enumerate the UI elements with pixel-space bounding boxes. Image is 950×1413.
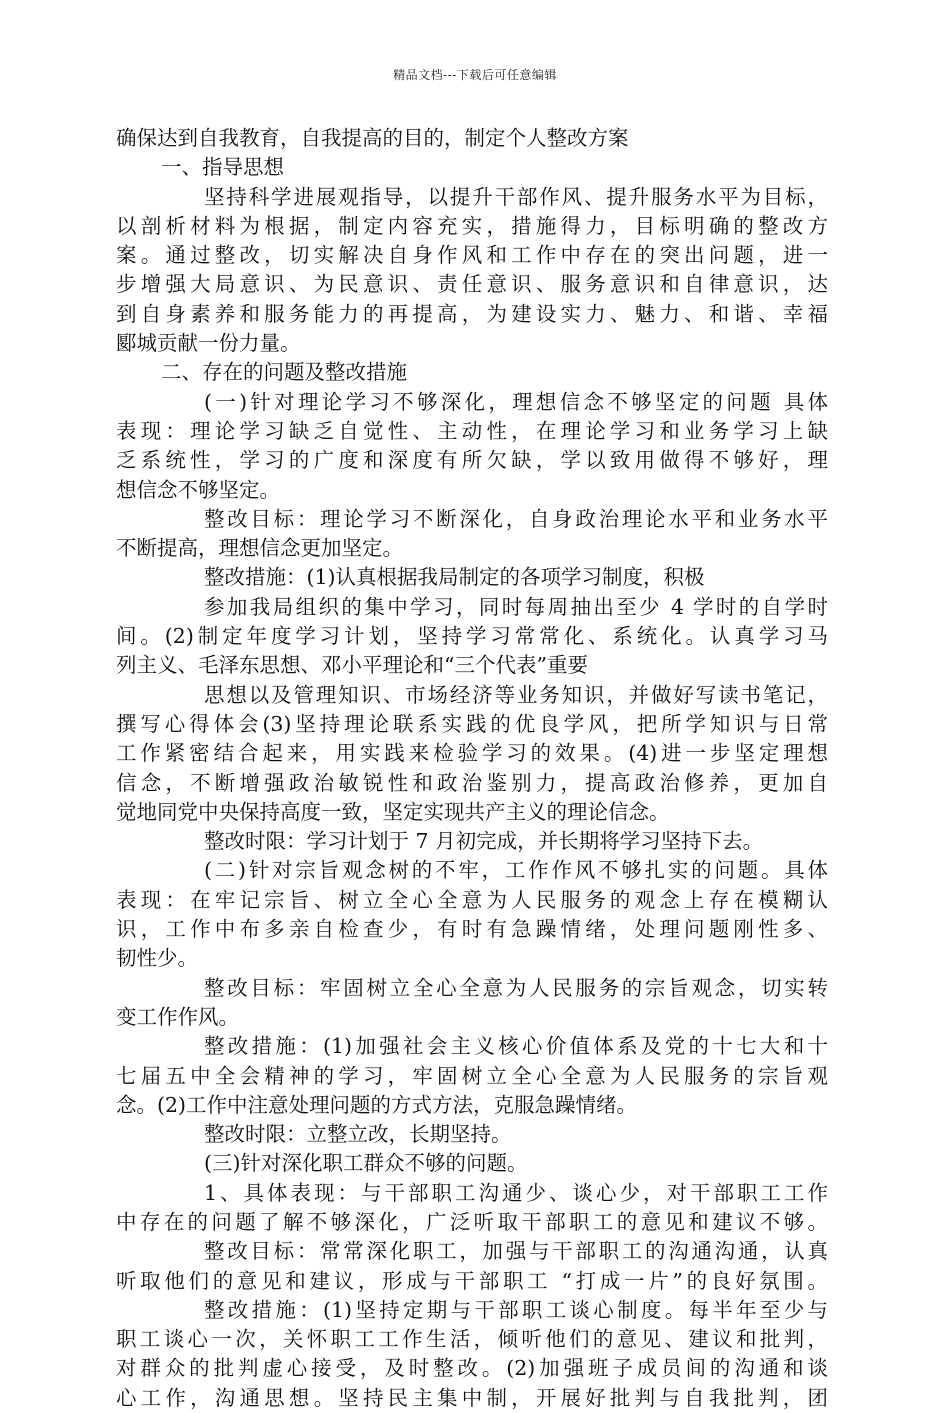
text-line: 不断提高，理想信念更加坚定。 (116, 536, 403, 561)
text-line: 思想以及管理知识、市场经济等业务知识，并做好写读书笔记， (204, 682, 828, 707)
text-line: 二、存在的问题及整改措施 (161, 360, 407, 385)
text-line: 职工谈心一次，关怀职工工作生活，倾听他们的意见、建议和批判， (116, 1327, 828, 1352)
text-line: 1、具体表现：与干部职工沟通少、谈心少，对干部职工工作 (204, 1180, 828, 1205)
text-line: 乏系统性，学习的广度和深度有所欠缺，学以致用做得不够好，理 (116, 448, 828, 473)
text-line: 对群众的批判虚心接受，及时整改。(2)加强班子成员间的沟通和谈 (116, 1356, 828, 1381)
text-line: 信念，不断增强政治敏锐性和政治鉴别力，提高政治修养，更加自 (116, 770, 828, 795)
text-line: 确保达到自我教育，自我提高的目的，制定个人整改方案 (116, 126, 629, 150)
text-line: 整改时限：立整立改，长期坚持。 (204, 1122, 512, 1147)
text-line: 间。(2)制定年度学习计划，坚持学习常常化、系统化。认真学习马 (116, 624, 828, 649)
text-line: 整改措施：(1)认真根据我局制定的各项学习制度，积极 (204, 565, 705, 590)
text-line: 表现：理论学习缺乏自觉性、主动性，在理论学习和业务学习上缺 (116, 418, 828, 443)
text-line: 整改措施：(1)坚持定期与干部职工谈心制度。每半年至少与 (204, 1297, 828, 1322)
text-line: 案。通过整改，切实解决自身作风和工作中存在的突出问题，进一 (116, 243, 828, 268)
text-line: 步增强大局意识、为民意识、责任意识、服务意识和自律意识，达 (116, 272, 828, 297)
text-line: 郾城贡献一份力量。 (116, 331, 301, 356)
text-line: 工作紧密结合起来，用实践来检验学习的效果。(4)进一步坚定理想 (116, 741, 828, 766)
text-line: 变工作作风。 (116, 1004, 239, 1029)
text-line: 听取他们的意见和建议，形成与干部职工 “打成一片”的良好氛围。 (116, 1268, 828, 1293)
text-line: 觉地同党中央保持高度一致，坚定实现共产主义的理论信念。 (116, 799, 670, 824)
text-line: 参加我局组织的集中学习，同时每周抽出至少 4 学时的自学时 (204, 594, 828, 619)
text-line: 整改措施：(1)加强社会主义核心价值体系及党的十七大和十 (204, 1034, 828, 1059)
text-line: 中存在的问题了解不够深化，广泛听取干部职工的意见和建议不够。 (116, 1209, 828, 1234)
text-line: 表现：在牢记宗旨、树立全心全意为人民服务的观念上存在模糊认 (116, 887, 828, 912)
text-line: (一)针对理论学习不够深化，理想信念不够坚定的问题 具体 (204, 389, 828, 414)
text-line: 一、指导思想 (161, 155, 284, 180)
text-line: 整改目标：牢固树立全心全意为人民服务的宗旨观念，切实转 (204, 975, 828, 1000)
text-line: 识，工作中布多亲自检查少，有时有急躁情绪，处理问题刚性多、 (116, 917, 828, 942)
text-line: 想信念不够坚定。 (116, 477, 280, 502)
text-line: 韧性少。 (116, 946, 198, 971)
text-line: 到自身素养和服务能力的再提高，为建设实力、魅力、和谐、幸福 (116, 301, 828, 326)
text-line: 列主义、毛泽东思想、邓小平理论和“三个代表”重要 (116, 653, 588, 678)
text-line: 坚持科学进展观指导，以提升干部作风、提升服务水平为目标， (204, 184, 828, 209)
text-line: (三)针对深化职工群众不够的问题。 (204, 1151, 528, 1176)
text-line: 心工作，沟通思想。坚持民主集中制，开展好批判与自我批判，团 (116, 1385, 828, 1410)
text-line: 撰写心得体会(3)坚持理论联系实践的优良学风，把所学知识与日常 (116, 711, 828, 736)
text-line: 以剖析材料为根据，制定内容充实，措施得力，目标明确的整改方 (116, 213, 828, 238)
text-line: (二)针对宗旨观念树的不牢，工作作风不够扎实的问题。具体 (204, 858, 828, 883)
document-body (116, 124, 828, 1413)
text-line: 念。(2)工作中注意处理问题的方式方法，克服急躁情绪。 (116, 1092, 638, 1117)
text-line: 整改时限：学习计划于 7 月初完成，并长期将学习坚持下去。 (204, 829, 764, 854)
page-header: 精品文档---下载后可任意编辑 (393, 68, 557, 82)
text-line: 七届五中全会精神的学习，牢固树立全心全意为人民服务的宗旨观 (116, 1063, 828, 1088)
text-line: 整改目标：理论学习不断深化，自身政治理论水平和业务水平 (204, 506, 828, 531)
text-line: 整改目标：常常深化职工，加强与干部职工的沟通沟通，认真 (204, 1239, 828, 1264)
